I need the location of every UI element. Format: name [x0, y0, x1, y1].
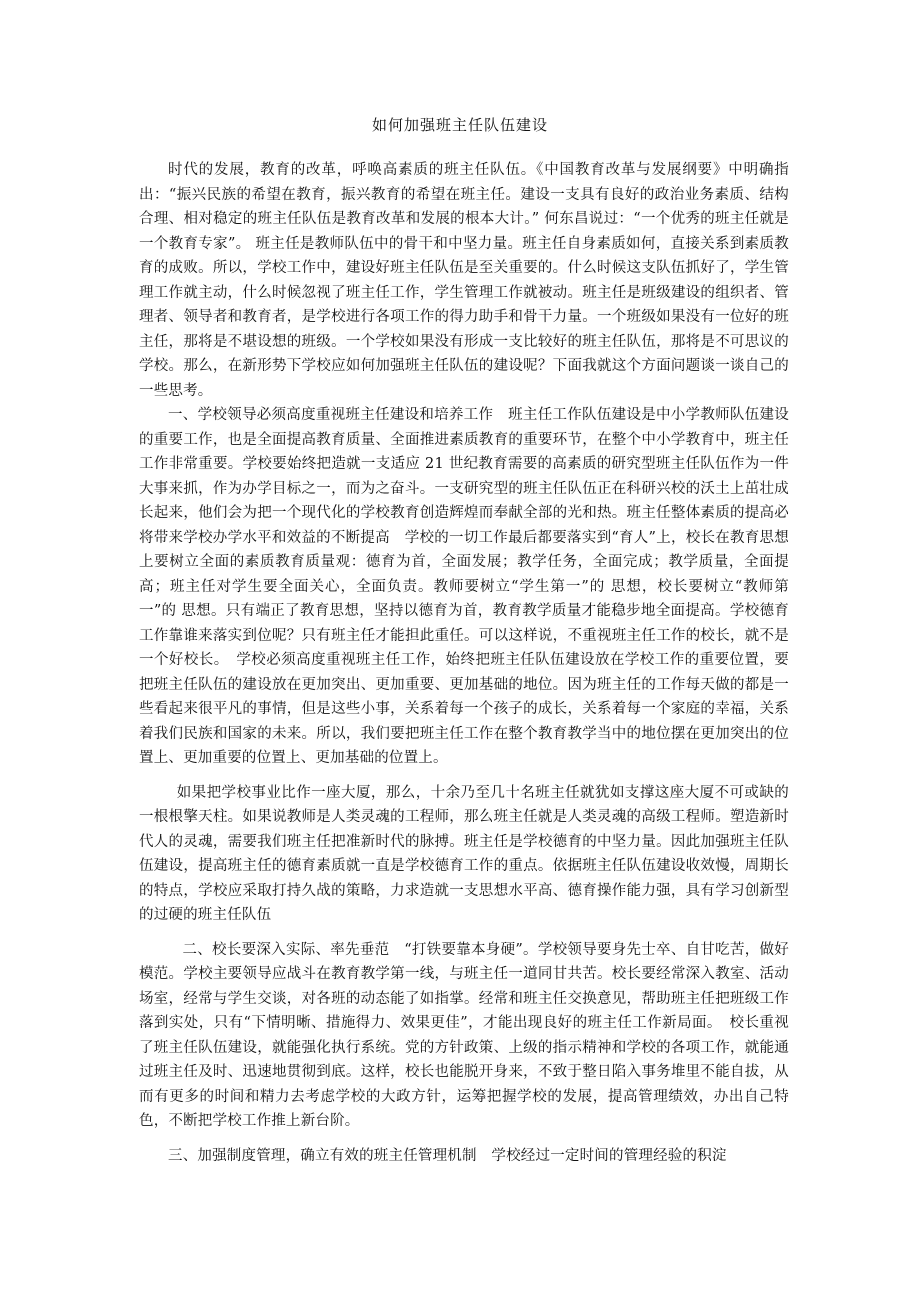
paragraph-section-3: 三、加强制度管理，确立有效的班主任管理机制 学校经过一定时间的管理经验的积淀 [168, 1147, 727, 1164]
paragraph-section-2: 二、校长要深入实际、率先垂范 “打铁要靠本身硬”。学校领导要身先士卒、自甘吃苦，做好模范。学校主要领导应战斗在教育教学第一线，与班主任一道同甘共苦。校长要经常深入教室、活动场室，经常与学生交谈，对各班的动态能了如指掌。经常和班主任交换意见，帮助班主任把班级工作落到实处，只有“下情明晰、措施得力、效果更佳”，才能出现良好的班主任工作新局面。 校长重视了班主任队伍建设，就能强化执行系统。党的方针政策、上级的指示精神和学校的各项工作，就能通过班主任及时、迅速地贯彻到底。这样，校长也能脱开身来，不致于整日陷入事务堆里不能自拔，从而有更多的时间和精力去考虑学校的大政方针，运筹把握学校的发展，提高管理绩效，办出自己特色，不断把学校工作推上新台阶。 [139, 941, 789, 1129]
paragraph-section-1: 一、学校领导必须高度重视班主任建设和培养工作 班主任工作队伍建设是中小学教师队伍建设的重要工作，也是全面提高教育质量、全面推进素质教育的重要环节，在整个中小学教育中，班主任工作非常重要。学校要始终把造就一支适应 21 世纪教育需要的高素质的研究型班主任队伍作为一件大事来抓，作为办学目标之一，而为之奋斗。一支研究型的班主任队伍正在科研兴校的沃土上茁壮成长起来，他们会为把一个现代化的学校教育创造辉煌而奉献全部的光和热。班主任整体素质的提高必将带来学校办学水平和效益的不断提高 学校的一切工作最后都要落实到“育人”上，校长在教育思想上要树立全面的素质教育质量观：德育为首，全面发展；教学任务，全面完成；教学质量，全面提高；班主任对学生要全面关心，全面负责。教师要树立“学生第一”的 思想，校长要树立“教师第一”的 思想。只有端正了教育思想，坚持以德育为首，教育教学质量才能稳步地全面提高。学校德育工作靠谁来落实到位呢？只有班主任才能担此重任。可以这样说，不重视班主任工作的校长，就不是一个好校长。 学校必须高度重视班主任工作，始终把班主任队伍建设放在学校工作的重要位置，要把班主任队伍的建设放在更加突出、更加重要、更加基础的地位。因为班主任的工作每天做的都是一些看起来很平凡的事情，但是这些小事，关系着每一个孩子的成长，关系着每一个家庭的幸福，关系着我们民族和国家的未来。所以，我们要把班主任工作在整个教育教学当中的地位摆在更加突出的位置上、更加重要的位置上、更加基础的位置上。 [139, 407, 789, 766]
document-body [139, 158, 789, 1168]
document-title: 如何加强班主任队伍建设 [371, 116, 548, 134]
paragraph-intro: 时代的发展，教育的改革，呼唤高素质的班主任队伍。《中国教育改革与发展纲要》中明确指出：“振兴民族的希望在教育，振兴教育的希望在班主任。建设一支具有良好的政治业务素质、结构合理、相对稳定的班主任队伍是教育改革和发展的根本大计。” 何东昌说过：“一个优秀的班主任就是一个教育专家”。 班主任是教师队伍中的骨干和中坚力量。班主任自身素质如何，直接关系到素质教育的成败。所以，学校工作中，建设好班主任队伍是至关重要的。什么时候这支队伍抓好了，学生管理工作就主动，什么时候忽视了班主任工作，学生管理工作就被动。班主任是班级建设的组织者、管理者、领导者和教育者，是学校进行各项工作的得力助手和骨干力量。一个班级如果没有一位好的班主任，那将是不堪设想的班级。一个学校如果没有形成一支比较好的班主任队伍，那将是不可思议的学校。那么，在新形势下学校应如何加强班主任队伍的建设呢？下面我就这个方面问题谈一谈自己的一些思考。 [139, 162, 789, 399]
paragraph-metaphor: 如果把学校事业比作一座大厦，那么，十余乃至几十名班主任就犹如支撑这座大厦不可或缺的一根根擎天柱。如果说教师是人类灵魂的工程师，那么班主任就是人类灵魂的高级工程师。塑造新时代人的灵魂，需要我们班主任把准新时代的脉搏。班主任是学校德育的中坚力量。因此加强班主任队伍建设，提高班主任的德育素质就一直是学校德育工作的重点。依据班主任队伍建设收效慢，周期长的特点，学校应采取打持久战的策略，力求造就一支思想水平高、德育操作能力强，具有学习创新型的过硬的班主任队伍 [139, 784, 789, 923]
